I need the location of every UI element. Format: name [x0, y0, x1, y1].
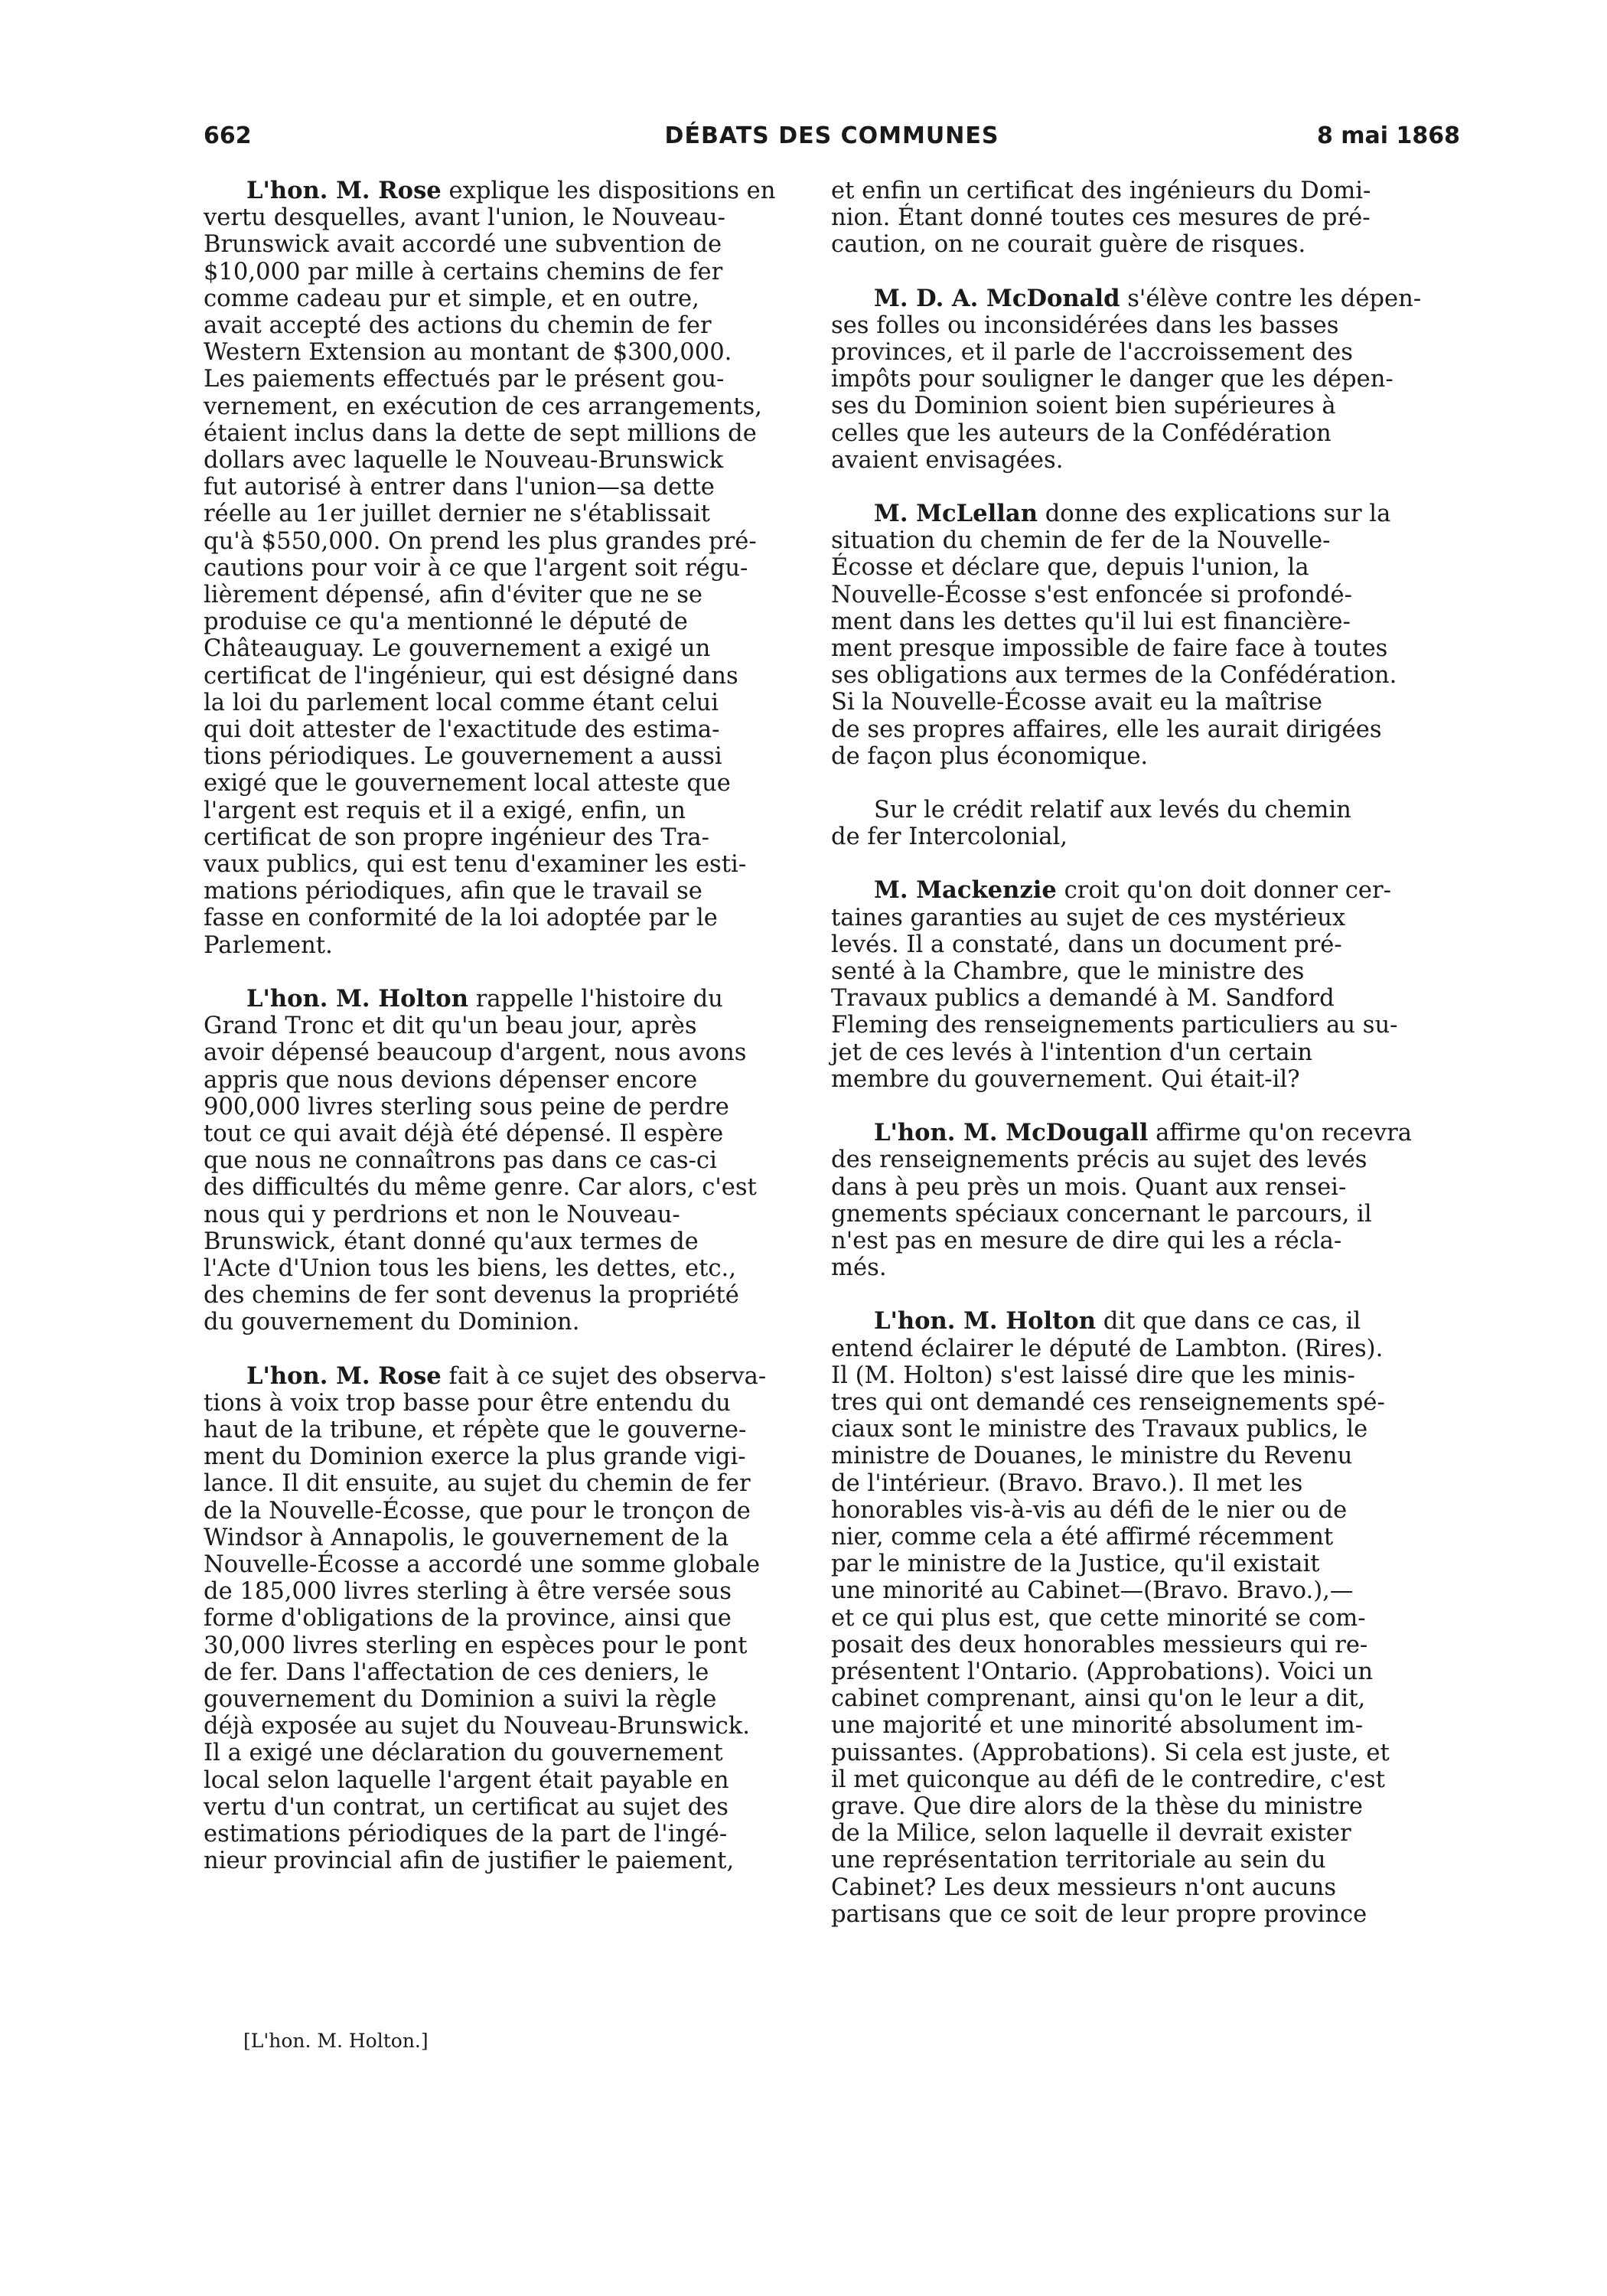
text-line: [204, 474, 816, 501]
text-line: [204, 1067, 816, 1094]
line-text: Grand Tronc et dit qu'un beau jour, après: [204, 1013, 697, 1040]
text-line: [204, 1470, 816, 1497]
line-text: exigé que le gouvernement local atteste que: [204, 770, 731, 797]
line-text: rappelle l'histoire du: [475, 985, 723, 1013]
text-line: [831, 1228, 1460, 1254]
line-text: fasse en conformité de la loi adoptée par le: [204, 905, 718, 932]
line-text: 900,000 livres sterling sous peine de perdre: [204, 1093, 729, 1120]
text-line: [204, 1659, 816, 1686]
line-text: et enfin un certificat des ingénieurs du Domi-: [831, 178, 1371, 204]
line-text: Sur le crédit relatif aux levés du chemin: [874, 797, 1351, 824]
text-line: [204, 178, 816, 204]
line-text: Brunswick, étant donné qu'aux termes de: [204, 1228, 699, 1255]
text-line: [831, 877, 1460, 904]
text-line: [204, 608, 816, 635]
text-line: [204, 635, 816, 662]
text-line: [831, 662, 1460, 689]
line-text: de la Milice, selon laquelle il devrait exister: [831, 1820, 1351, 1848]
text-line: [831, 958, 1460, 985]
text-line: [831, 339, 1460, 366]
line-text: tout ce qui avait déjà été dépensé. Il espère: [204, 1120, 724, 1147]
text-line: [204, 1255, 816, 1282]
line-text: ciaux sont le ministre des Travaux publics, le: [831, 1416, 1368, 1443]
line-text: haut de la tribune, et répète que le gouverne-: [204, 1416, 747, 1443]
line-text: tions à voix trop basse pour être entendu du: [204, 1389, 731, 1417]
text-line: [204, 878, 816, 905]
line-text: entend éclairer le député de Lambton. (Rires).: [831, 1335, 1384, 1362]
text-line: [831, 1740, 1460, 1766]
text-line: [204, 1363, 816, 1390]
line-text: qu'à $550,000. On prend les plus grandes pré-: [204, 527, 757, 555]
text-line: [831, 1712, 1460, 1739]
line-text: mations périodiques, afin que le travail se: [204, 878, 702, 905]
line-text: vernement, en exécution de ces arrangements,: [204, 393, 762, 420]
paragraph-gap: [831, 770, 1460, 797]
line-text: provinces, et il parle de l'accroissement des: [831, 339, 1353, 367]
text-line: [831, 285, 1460, 312]
line-text: Écosse et déclare que, depuis l'union, la: [831, 554, 1309, 582]
line-text: posait des deux honorables messieurs qui re-: [831, 1631, 1368, 1658]
text-line: [204, 1578, 816, 1605]
line-text: l'argent est requis et il a exigé, enfin, un: [204, 797, 686, 824]
line-text: ses du Dominion soient bien supérieures à: [831, 393, 1336, 420]
line-text: de fer. Dans l'affectation de ces deniers, le: [204, 1658, 709, 1686]
text-line: [831, 1524, 1460, 1551]
text-line: [831, 554, 1460, 581]
text-line: [204, 1202, 816, 1228]
line-text: tions périodiques. Le gouvernement a aussi: [204, 743, 722, 771]
text-line: [831, 178, 1460, 204]
text-line: [204, 1498, 816, 1525]
text-line: [204, 1039, 816, 1066]
line-text: situation du chemin de fer de la Nouvelle-: [831, 527, 1331, 555]
line-text: une majorité et une minorité absolument im-: [831, 1712, 1364, 1740]
line-text: affirme qu'on recevra: [1156, 1120, 1412, 1147]
line-text: de fer Intercolonial,: [831, 823, 1068, 851]
line-text: Western Extension au montant de $300,000.: [204, 339, 732, 367]
text-line: [204, 663, 816, 690]
paragraph: [831, 178, 1460, 259]
text-line: [831, 1174, 1460, 1201]
paragraph: [204, 178, 816, 959]
text-line: [831, 823, 1460, 850]
line-text: ment presque impossible de faire face à toutes: [831, 635, 1388, 663]
line-text: puissantes. (Approbations). Si cela est juste, et: [831, 1739, 1390, 1766]
line-text: grave. Que dire alors de la thèse du ministre: [831, 1792, 1364, 1820]
line-text: par le ministre de la Justice, qu'il existait: [831, 1551, 1320, 1578]
text-line: [204, 1605, 816, 1632]
line-text: lance. Il dit ensuite, au sujet du chemin de fer: [204, 1470, 751, 1498]
line-text: de la Nouvelle-Écosse, que pour le tronçon de: [204, 1497, 751, 1525]
line-text: qui doit attester de l'exactitude des estima-: [204, 716, 720, 744]
text-line: [831, 312, 1460, 339]
line-text: Travaux publics a demandé à M. Sandford: [831, 985, 1335, 1013]
text-line: [204, 824, 816, 851]
line-text: Les paiements effectués par le présent gou-: [204, 366, 725, 393]
line-text: présentent l'Ontario. (Approbations). Voici un: [831, 1658, 1374, 1685]
text-line: [204, 743, 816, 770]
text-line: [831, 420, 1460, 447]
paragraph: [204, 986, 816, 1336]
speaker-name: L'hon. M. Holton: [874, 1307, 1096, 1336]
text-line: [204, 1767, 816, 1794]
text-line: [831, 1443, 1460, 1469]
text-line: [831, 1336, 1460, 1362]
line-text: jet de ces levés à l'intention d'un certain: [831, 1039, 1313, 1066]
line-text: Cabinet? Les deux messieurs n'ont aucuns: [831, 1874, 1337, 1901]
line-text: senté à la Chambre, que le ministre des: [831, 958, 1305, 986]
text-line: [204, 1713, 816, 1740]
text-line: [831, 1551, 1460, 1577]
text-line: [831, 635, 1460, 662]
line-text: certificat de son propre ingénieur des Tra-: [204, 823, 709, 851]
text-line: [204, 1417, 816, 1443]
text-line: [204, 420, 816, 447]
line-text: nion. Étant donné toutes ces mesures de pré-: [831, 204, 1371, 232]
text-line: [204, 851, 816, 878]
line-text: cabinet comprenant, ainsi qu'on le leur a dit,: [831, 1685, 1366, 1713]
line-text: Nouvelle-Écosse s'est enfoncée si profondé-: [831, 581, 1352, 608]
text-line: [204, 285, 816, 312]
text-line: [204, 1632, 816, 1659]
line-text: l'Acte d'Union tous les biens, les dettes, etc.,: [204, 1254, 736, 1282]
line-text: dit que dans ce cas, il: [1103, 1308, 1361, 1336]
text-line: [204, 366, 816, 393]
line-text: Si la Nouvelle-Écosse avait eu la maîtrise: [831, 689, 1323, 716]
line-text: 30,000 livres sterling en espèces pour le pont: [204, 1632, 748, 1659]
speaker-name: M. McLellan: [874, 500, 1038, 528]
paragraph-gap: [831, 1281, 1460, 1308]
line-text: n'est pas en mesure de dire qui les a récla-: [831, 1227, 1342, 1254]
line-text: de 185,000 livres sterling à être versée sous: [204, 1578, 732, 1606]
line-text: du gouvernement du Dominion.: [204, 1309, 580, 1336]
text-line: [831, 582, 1460, 608]
line-text: vaux publics, qui est tenu d'examiner les esti-: [204, 851, 747, 879]
line-text: Brunswick avait accordé une subvention de: [204, 231, 722, 259]
text-line: [204, 905, 816, 931]
speaker-name: M. Mackenzie: [874, 876, 1057, 905]
text-line: [204, 312, 816, 339]
paragraph: [831, 1120, 1460, 1281]
paragraph-gap: [204, 959, 816, 986]
paragraph: [831, 501, 1460, 770]
speaker-name: L'hon. M. Holton: [246, 984, 468, 1013]
text-line: [831, 1793, 1460, 1820]
text-line: [831, 608, 1460, 635]
text-line: [204, 1821, 816, 1848]
line-text: celles que les auteurs de la Confédération: [831, 419, 1332, 447]
line-text: s'élève contre les dépen-: [1127, 285, 1422, 312]
text-line: [204, 1174, 816, 1201]
line-text: forme d'obligations de la province, ainsi que: [204, 1605, 732, 1632]
text-line: [204, 231, 816, 258]
line-text: local selon laquelle l'argent était payable en: [204, 1766, 729, 1794]
line-text: vertu desquelles, avant l'union, le Nouveau-: [204, 204, 725, 232]
text-line: [831, 527, 1460, 554]
text-line: [831, 931, 1460, 958]
speaker-name: L'hon. M. McDougall: [874, 1119, 1149, 1147]
text-line: [204, 1013, 816, 1039]
text-line: [831, 1416, 1460, 1443]
text-line: [831, 1847, 1460, 1874]
speaker-name: L'hon. M. Rose: [246, 1362, 442, 1390]
line-text: certificat de l'ingénieur, qui est désigné dans: [204, 662, 738, 690]
line-text: avait accepté des actions du chemin de fer: [204, 312, 712, 340]
text-line: [831, 1658, 1460, 1685]
line-text: dans à peu près un mois. Quant aux rensei-: [831, 1173, 1347, 1201]
line-text: Parlement.: [204, 931, 333, 959]
line-text: ministre de Douanes, le ministre du Revenu: [831, 1443, 1353, 1470]
line-text: une représentation territoriale au sein du: [831, 1847, 1326, 1874]
text-line: [204, 932, 816, 959]
text-line: [204, 555, 816, 582]
line-text: avaient envisagées.: [831, 446, 1064, 474]
text-line: [204, 1848, 816, 1874]
text-line: [831, 1632, 1460, 1658]
page-title: DÉBATS DES COMMUNES: [664, 122, 999, 149]
text-line: [831, 743, 1460, 770]
text-line: [831, 689, 1460, 716]
text-line: [204, 447, 816, 474]
line-text: membre du gouvernement. Qui était-il?: [831, 1065, 1300, 1093]
text-line: [204, 1309, 816, 1336]
line-text: nieur provincial afin de justifier le paiement,: [204, 1848, 735, 1875]
paragraph: [831, 877, 1460, 1093]
text-line: [831, 1470, 1460, 1497]
text-line: [831, 1066, 1460, 1093]
speaker-name: M. D. A. McDonald: [874, 284, 1120, 312]
text-line: [204, 1740, 816, 1766]
line-text: Windsor à Annapolis, le gouvernement de la: [204, 1524, 729, 1551]
text-line: [204, 204, 816, 231]
line-text: Il (M. Holton) s'est laissé dire que les minis-: [831, 1362, 1355, 1389]
text-line: [204, 501, 816, 527]
line-text: comme cadeau pur et simple, et en outre,: [204, 285, 699, 312]
text-line: [831, 447, 1460, 474]
line-text: fut autorisé à entrer dans l'union—sa dette: [204, 474, 715, 501]
text-line: [831, 1308, 1460, 1335]
text-line: [831, 393, 1460, 419]
line-text: cautions pour voir à ce que l'argent soit régu-: [204, 554, 748, 582]
line-text: ment du Dominion exerce la plus grande vigi-: [204, 1443, 746, 1471]
text-line: [831, 1685, 1460, 1712]
line-text: tres qui ont demandé ces renseignements spé-: [831, 1388, 1385, 1416]
text-line: [204, 1282, 816, 1309]
line-text: Nouvelle-Écosse a accordé une somme globale: [204, 1551, 761, 1578]
right-column: [831, 178, 1460, 1928]
line-text: avoir dépensé beaucoup d'argent, nous avons: [204, 1039, 747, 1067]
line-text: taines garanties au sujet de ces mystérieux: [831, 904, 1346, 931]
line-text: ses folles ou inconsidérées dans les basses: [831, 311, 1339, 339]
line-text: caution, on ne courait guère de risques.: [831, 231, 1306, 259]
line-text: produise ce qu'a mentionné le député de: [204, 608, 688, 636]
text-line: [831, 1820, 1460, 1847]
text-line: [204, 1686, 816, 1713]
line-text: il met quiconque au défi de le contredire, c'est: [831, 1766, 1385, 1793]
text-line: [831, 1389, 1460, 1416]
text-line: [204, 1228, 816, 1255]
page-date: 8 mai 1868: [1316, 122, 1460, 149]
line-text: déjà exposée au sujet du Nouveau-Brunswick.: [204, 1713, 750, 1740]
line-text: nier, comme cela a été affirmé récemment: [831, 1523, 1334, 1551]
paragraph-gap: [831, 1093, 1460, 1120]
line-text: de ses propres affaires, elle les aurait dirigées: [831, 716, 1382, 743]
line-text: Fleming des renseignements particuliers au su-: [831, 1012, 1398, 1039]
paragraph-gap: [831, 259, 1460, 285]
line-text: gnements spéciaux concernant le parcours, il: [831, 1200, 1372, 1228]
text-line: [831, 1874, 1460, 1901]
text-line: [831, 905, 1460, 931]
line-text: nous qui y perdrions et non le Nouveau-: [204, 1201, 680, 1228]
line-text: levés. Il a constaté, dans un document pré-: [831, 931, 1342, 958]
line-text: des difficultés du même genre. Car alors, c'est: [204, 1174, 757, 1202]
paragraph: [831, 285, 1460, 474]
paragraph-gap: [204, 1336, 816, 1363]
line-text: Châteauguay. Le gouvernement a exigé un: [204, 635, 711, 663]
text-line: [204, 1525, 816, 1551]
text-line: [831, 985, 1460, 1012]
line-text: Il a exigé une déclaration du gouvernement: [204, 1740, 723, 1767]
text-line: [204, 1794, 816, 1821]
left-column: [204, 178, 816, 1874]
text-line: [204, 1094, 816, 1120]
line-text: de façon plus économique.: [831, 742, 1149, 770]
page-number: 662: [204, 122, 252, 149]
line-text: $10,000 par mille à certains chemins de fer: [204, 258, 723, 285]
text-line: [204, 582, 816, 608]
line-text: de l'intérieur. (Bravo. Bravo.). Il met les: [831, 1469, 1303, 1497]
text-line: [204, 690, 816, 716]
text-line: [831, 204, 1460, 231]
line-text: croit qu'on doit donner cer-: [1064, 877, 1391, 905]
text-line: [831, 1039, 1460, 1066]
line-text: et ce qui plus est, que cette minorité se com-: [831, 1604, 1366, 1632]
text-line: [204, 716, 816, 743]
line-text: més.: [831, 1254, 887, 1282]
text-line: [204, 259, 816, 285]
running-footnote: [L'hon. M. Holton.]: [243, 2030, 429, 2052]
text-line: [204, 770, 816, 797]
text-line: [831, 1146, 1460, 1173]
line-text: appris que nous devions dépenser encore: [204, 1066, 698, 1094]
text-line: [204, 797, 816, 824]
text-line: [204, 1551, 816, 1578]
text-line: [204, 1120, 816, 1147]
line-text: partisans que ce soit de leur propre province: [831, 1900, 1367, 1928]
line-text: vertu d'un contrat, un certificat au sujet des: [204, 1793, 729, 1821]
line-text: la loi du parlement local comme étant celui: [204, 689, 719, 716]
line-text: gouvernement du Dominion a suivi la règle: [204, 1685, 717, 1713]
page-header: [204, 122, 1460, 161]
text-line: [831, 501, 1460, 527]
text-line: [831, 1901, 1460, 1928]
paragraph: [831, 797, 1460, 850]
line-text: des chemins de fer sont devenus la propriété: [204, 1282, 739, 1309]
text-line: [204, 986, 816, 1013]
line-text: honorables vis-à-vis au défi de le nier ou de: [831, 1496, 1348, 1524]
text-line: [204, 393, 816, 420]
text-line: [204, 339, 816, 366]
text-line: [831, 366, 1460, 393]
line-text: dollars avec laquelle le Nouveau-Brunswick: [204, 447, 724, 475]
line-text: étaient inclus dans la dette de sept millions de: [204, 419, 757, 447]
line-text: que nous ne connaîtrons pas dans ce cas-ci: [204, 1147, 717, 1175]
line-text: réelle au 1er juillet dernier ne s'établissait: [204, 501, 710, 528]
text-line: [831, 1201, 1460, 1228]
text-line: [204, 528, 816, 555]
text-line: [831, 1766, 1460, 1793]
line-text: ment dans les dettes qu'il lui est financière-: [831, 608, 1351, 635]
text-line: [831, 1120, 1460, 1146]
line-text: donne des explications sur la: [1045, 501, 1391, 528]
line-text: explique les dispositions en: [448, 178, 776, 204]
text-line: [831, 797, 1460, 823]
text-line: [831, 716, 1460, 743]
text-line: [831, 1012, 1460, 1039]
speaker-name: L'hon. M. Rose: [246, 177, 442, 204]
text-line: [204, 1390, 816, 1417]
paragraph-gap: [831, 474, 1460, 501]
line-text: fait à ce sujet des observa-: [448, 1362, 767, 1390]
line-text: ses obligations aux termes de la Confédération.: [831, 662, 1397, 690]
paragraph-gap: [831, 850, 1460, 877]
text-line: [831, 1254, 1460, 1281]
line-text: une minorité au Cabinet—(Bravo. Bravo.),—: [831, 1577, 1354, 1605]
line-text: estimations périodiques de la part de l'ingé-: [204, 1820, 728, 1848]
text-line: [831, 1497, 1460, 1524]
paragraph: [831, 1308, 1460, 1928]
text-line: [831, 231, 1460, 258]
line-text: impôts pour souligner le danger que les dépen-: [831, 366, 1393, 393]
text-line: [204, 1147, 816, 1174]
text-line: [204, 1443, 816, 1470]
line-text: lièrement dépensé, afin d'éviter que ne se: [204, 582, 703, 609]
line-text: des renseignements précis au sujet des levés: [831, 1146, 1367, 1174]
paragraph: [204, 1363, 816, 1875]
text-line: [831, 1605, 1460, 1632]
text-line: [831, 1577, 1460, 1604]
text-line: [831, 1362, 1460, 1389]
